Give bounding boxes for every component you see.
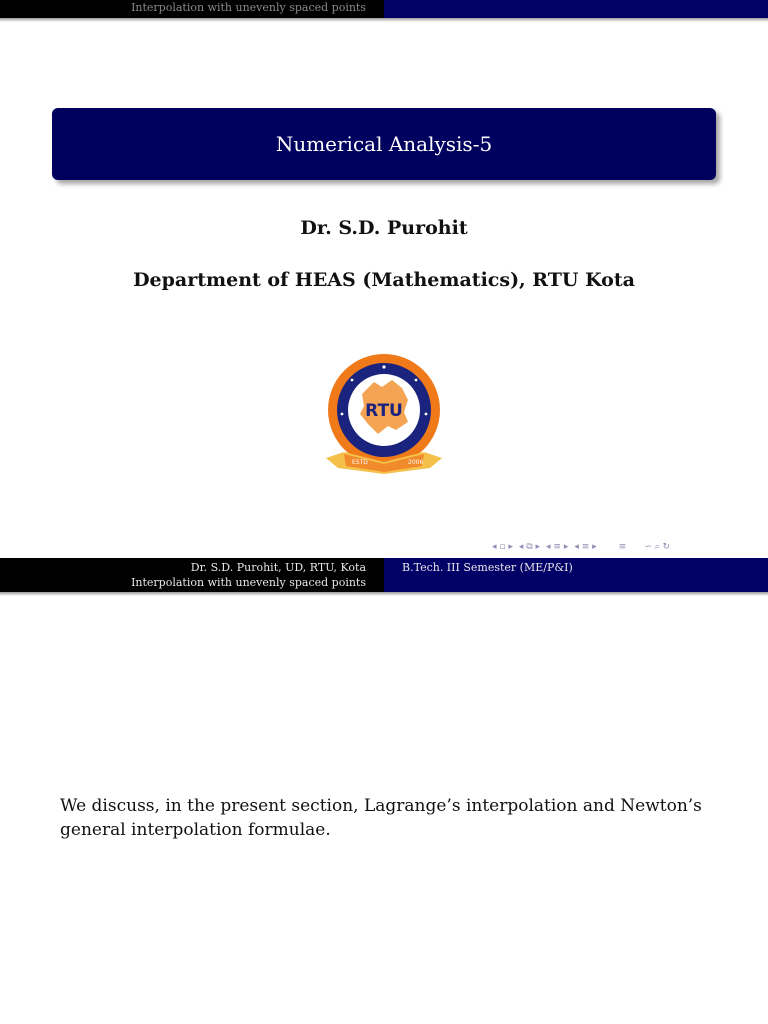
beamer-navigation	[492, 539, 670, 555]
nav-align-icon[interactable]: ≡	[618, 542, 627, 552]
nav-frame-icon[interactable]: ◂ ⧉ ▸	[518, 542, 541, 552]
content-slide	[0, 558, 768, 1024]
footline-left	[0, 558, 384, 592]
headline-bar	[0, 0, 768, 18]
svg-text:ESTD: ESTD	[352, 459, 368, 466]
footline-author: Dr. S.D. Purohit, UD, RTU, Kota	[190, 561, 366, 574]
footline-course: B.Tech. III Semester (ME/P&I)	[402, 561, 573, 574]
headline-section-title: Interpolation with unevenly spaced points	[0, 0, 384, 18]
author-name: Dr. S.D. Purohit	[300, 217, 468, 239]
nav-left-icon[interactable]: ◂ ▫ ▸	[492, 542, 513, 552]
footline-section: Interpolation with unevenly spaced points	[131, 576, 366, 589]
headline-right-band	[384, 0, 768, 18]
nav-section-icon[interactable]: ◂ ≡ ▸	[574, 542, 597, 552]
institute-name: Department of HEAS (Mathematics), RTU Kota	[133, 269, 635, 291]
footline-right	[384, 558, 768, 592]
headline-shadow	[0, 18, 768, 22]
slide-title: Numerical Analysis-5	[275, 132, 493, 156]
svg-text:2006: 2006	[408, 459, 424, 466]
rtu-logo	[322, 354, 446, 480]
svg-text:RTU: RTU	[365, 401, 403, 421]
title-box	[52, 108, 716, 180]
footline-bar	[0, 558, 768, 592]
nav-search-icon[interactable]: ∽ ⌕ ↻	[644, 542, 671, 552]
nav-subsection-icon[interactable]: ◂ ≡ ▸	[546, 542, 569, 552]
slide-body-text: We discuss, in the present section, Lagrange’s interpolation and Newton’s general interpolation formulae.	[60, 796, 702, 840]
footline-shadow	[0, 592, 768, 596]
